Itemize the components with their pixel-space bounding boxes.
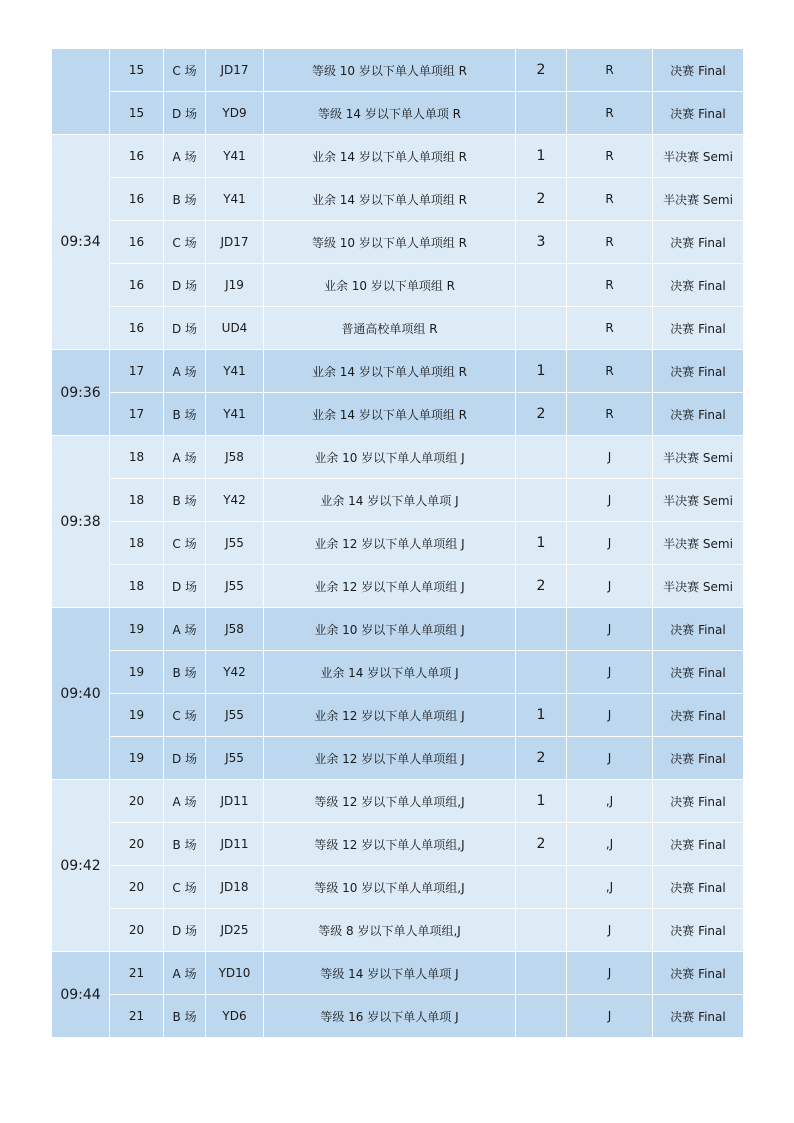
round-cell: 19: [110, 608, 164, 651]
event-name-cell: 业余 14 岁以下单人单项组 R: [264, 135, 516, 178]
time-slot-cell: 09:42: [52, 780, 110, 952]
dance-type-cell: ,J: [567, 780, 653, 823]
event-name-cell: 业余 14 岁以下单人单项组 R: [264, 178, 516, 221]
event-code-cell: Y42: [206, 479, 264, 522]
stage-cell: 半决赛 Semi: [653, 522, 744, 565]
stage-cell: 半决赛 Semi: [653, 436, 744, 479]
event-name-cell: 业余 14 岁以下单人单项 J: [264, 479, 516, 522]
event-name-cell: 业余 10 岁以下单人单项组 J: [264, 436, 516, 479]
heat-number-cell: 2: [516, 49, 567, 92]
heat-number-cell: [516, 866, 567, 909]
stage-cell: 半决赛 Semi: [653, 178, 744, 221]
event-name-cell: 业余 14 岁以下单人单项组 R: [264, 350, 516, 393]
round-cell: 20: [110, 866, 164, 909]
event-name-cell: 业余 12 岁以下单人单项组 J: [264, 565, 516, 608]
dance-type-cell: R: [567, 135, 653, 178]
round-cell: 18: [110, 522, 164, 565]
round-cell: 20: [110, 909, 164, 952]
time-slot-cell: 09:34: [52, 135, 110, 350]
stage-cell: 决赛 Final: [653, 608, 744, 651]
dance-type-cell: R: [567, 178, 653, 221]
court-cell: A 场: [164, 135, 206, 178]
stage-cell: 决赛 Final: [653, 264, 744, 307]
table-row: [52, 49, 744, 92]
heat-number-cell: 2: [516, 565, 567, 608]
stage-cell: 决赛 Final: [653, 737, 744, 780]
event-name-cell: 等级 12 岁以下单人单项组,J: [264, 780, 516, 823]
heat-number-cell: [516, 995, 567, 1038]
time-slot-cell: 09:44: [52, 952, 110, 1038]
stage-cell: 决赛 Final: [653, 909, 744, 952]
event-name-cell: 业余 14 岁以下单人单项 J: [264, 651, 516, 694]
event-name-cell: 业余 12 岁以下单人单项组 J: [264, 694, 516, 737]
table-row: [52, 92, 744, 135]
round-cell: 16: [110, 307, 164, 350]
court-cell: D 场: [164, 565, 206, 608]
dance-type-cell: J: [567, 909, 653, 952]
heat-number-cell: [516, 608, 567, 651]
dance-type-cell: ,J: [567, 823, 653, 866]
round-cell: 18: [110, 565, 164, 608]
event-name-cell: 等级 10 岁以下单人单项组 R: [264, 221, 516, 264]
event-name-cell: 业余 12 岁以下单人单项组 J: [264, 737, 516, 780]
dance-type-cell: J: [567, 608, 653, 651]
stage-cell: 决赛 Final: [653, 780, 744, 823]
table-row: [52, 565, 744, 608]
heat-number-cell: [516, 479, 567, 522]
court-cell: C 场: [164, 221, 206, 264]
court-cell: D 场: [164, 307, 206, 350]
event-name-cell: 普通高校单项组 R: [264, 307, 516, 350]
event-name-cell: 等级 8 岁以下单人单项组,J: [264, 909, 516, 952]
heat-number-cell: 2: [516, 823, 567, 866]
court-cell: D 场: [164, 737, 206, 780]
court-cell: B 场: [164, 393, 206, 436]
round-cell: 20: [110, 823, 164, 866]
time-slot-cell: 09:40: [52, 608, 110, 780]
heat-number-cell: [516, 909, 567, 952]
event-name-cell: 等级 10 岁以下单人单项组,J: [264, 866, 516, 909]
event-code-cell: J55: [206, 694, 264, 737]
heat-number-cell: [516, 264, 567, 307]
dance-type-cell: R: [567, 393, 653, 436]
table-row: [52, 694, 744, 737]
heat-number-cell: 2: [516, 178, 567, 221]
schedule-table: [51, 48, 744, 1038]
court-cell: C 场: [164, 694, 206, 737]
dance-type-cell: J: [567, 995, 653, 1038]
heat-number-cell: 2: [516, 737, 567, 780]
dance-type-cell: J: [567, 737, 653, 780]
table-row: [52, 737, 744, 780]
heat-number-cell: [516, 436, 567, 479]
event-code-cell: Y41: [206, 135, 264, 178]
court-cell: D 场: [164, 264, 206, 307]
stage-cell: 半决赛 Semi: [653, 135, 744, 178]
time-slot-cell: 09:38: [52, 436, 110, 608]
court-cell: A 场: [164, 350, 206, 393]
court-cell: A 场: [164, 780, 206, 823]
event-code-cell: J55: [206, 522, 264, 565]
court-cell: D 场: [164, 92, 206, 135]
dance-type-cell: J: [567, 565, 653, 608]
court-cell: A 场: [164, 608, 206, 651]
heat-number-cell: [516, 651, 567, 694]
dance-type-cell: J: [567, 694, 653, 737]
court-cell: C 场: [164, 49, 206, 92]
event-code-cell: YD6: [206, 995, 264, 1038]
stage-cell: 决赛 Final: [653, 221, 744, 264]
dance-type-cell: R: [567, 221, 653, 264]
schedule-body: [52, 49, 744, 1038]
table-row: [52, 264, 744, 307]
round-cell: 19: [110, 651, 164, 694]
heat-number-cell: 1: [516, 350, 567, 393]
event-code-cell: Y41: [206, 350, 264, 393]
dance-type-cell: J: [567, 651, 653, 694]
table-row: [52, 393, 744, 436]
round-cell: 21: [110, 995, 164, 1038]
round-cell: 18: [110, 436, 164, 479]
event-code-cell: JD17: [206, 221, 264, 264]
table-row: [52, 952, 744, 995]
event-code-cell: JD11: [206, 823, 264, 866]
table-row: [52, 823, 744, 866]
round-cell: 16: [110, 221, 164, 264]
round-cell: 19: [110, 694, 164, 737]
event-code-cell: J58: [206, 608, 264, 651]
table-row: [52, 651, 744, 694]
court-cell: B 场: [164, 995, 206, 1038]
event-code-cell: J19: [206, 264, 264, 307]
table-row: [52, 866, 744, 909]
dance-type-cell: R: [567, 264, 653, 307]
event-code-cell: UD4: [206, 307, 264, 350]
dance-type-cell: J: [567, 436, 653, 479]
stage-cell: 决赛 Final: [653, 49, 744, 92]
event-code-cell: JD25: [206, 909, 264, 952]
table-row: [52, 221, 744, 264]
event-code-cell: J58: [206, 436, 264, 479]
heat-number-cell: 1: [516, 694, 567, 737]
court-cell: C 场: [164, 522, 206, 565]
round-cell: 15: [110, 92, 164, 135]
stage-cell: 决赛 Final: [653, 995, 744, 1038]
event-name-cell: 等级 16 岁以下单人单项 J: [264, 995, 516, 1038]
time-slot-cell: [52, 49, 110, 135]
round-cell: 16: [110, 178, 164, 221]
court-cell: B 场: [164, 651, 206, 694]
court-cell: A 场: [164, 952, 206, 995]
event-code-cell: YD10: [206, 952, 264, 995]
court-cell: C 场: [164, 866, 206, 909]
event-name-cell: 等级 14 岁以下单人单项 R: [264, 92, 516, 135]
stage-cell: 决赛 Final: [653, 651, 744, 694]
event-code-cell: J55: [206, 737, 264, 780]
table-row: [52, 135, 744, 178]
event-name-cell: 业余 12 岁以下单人单项组 J: [264, 522, 516, 565]
stage-cell: 决赛 Final: [653, 92, 744, 135]
stage-cell: 决赛 Final: [653, 393, 744, 436]
court-cell: B 场: [164, 178, 206, 221]
round-cell: 21: [110, 952, 164, 995]
dance-type-cell: J: [567, 522, 653, 565]
stage-cell: 决赛 Final: [653, 350, 744, 393]
dance-type-cell: J: [567, 952, 653, 995]
stage-cell: 决赛 Final: [653, 694, 744, 737]
round-cell: 17: [110, 350, 164, 393]
dance-type-cell: R: [567, 350, 653, 393]
heat-number-cell: [516, 307, 567, 350]
event-code-cell: Y41: [206, 178, 264, 221]
dance-type-cell: R: [567, 49, 653, 92]
table-row: [52, 780, 744, 823]
table-row: [52, 307, 744, 350]
table-row: [52, 909, 744, 952]
table-row: [52, 178, 744, 221]
dance-type-cell: J: [567, 479, 653, 522]
table-row: [52, 608, 744, 651]
heat-number-cell: 3: [516, 221, 567, 264]
dance-type-cell: R: [567, 92, 653, 135]
heat-number-cell: 1: [516, 135, 567, 178]
table-row: [52, 522, 744, 565]
round-cell: 19: [110, 737, 164, 780]
court-cell: A 场: [164, 436, 206, 479]
heat-number-cell: 1: [516, 522, 567, 565]
heat-number-cell: 2: [516, 393, 567, 436]
table-row: [52, 436, 744, 479]
court-cell: B 场: [164, 823, 206, 866]
event-name-cell: 等级 10 岁以下单人单项组 R: [264, 49, 516, 92]
stage-cell: 决赛 Final: [653, 307, 744, 350]
heat-number-cell: [516, 952, 567, 995]
round-cell: 18: [110, 479, 164, 522]
stage-cell: 决赛 Final: [653, 866, 744, 909]
round-cell: 16: [110, 135, 164, 178]
stage-cell: 决赛 Final: [653, 952, 744, 995]
round-cell: 20: [110, 780, 164, 823]
court-cell: B 场: [164, 479, 206, 522]
heat-number-cell: 1: [516, 780, 567, 823]
event-name-cell: 等级 12 岁以下单人单项组,J: [264, 823, 516, 866]
dance-type-cell: R: [567, 307, 653, 350]
event-name-cell: 业余 10 岁以下单人单项组 J: [264, 608, 516, 651]
table-row: [52, 479, 744, 522]
stage-cell: 半决赛 Semi: [653, 565, 744, 608]
event-name-cell: 业余 14 岁以下单人单项组 R: [264, 393, 516, 436]
stage-cell: 决赛 Final: [653, 823, 744, 866]
round-cell: 15: [110, 49, 164, 92]
round-cell: 17: [110, 393, 164, 436]
stage-cell: 半决赛 Semi: [653, 479, 744, 522]
round-cell: 16: [110, 264, 164, 307]
event-code-cell: YD9: [206, 92, 264, 135]
event-code-cell: Y42: [206, 651, 264, 694]
event-code-cell: JD18: [206, 866, 264, 909]
event-code-cell: J55: [206, 565, 264, 608]
court-cell: D 场: [164, 909, 206, 952]
event-code-cell: Y41: [206, 393, 264, 436]
table-row: [52, 995, 744, 1038]
event-name-cell: 业余 10 岁以下单项组 R: [264, 264, 516, 307]
event-name-cell: 等级 14 岁以下单人单项 J: [264, 952, 516, 995]
table-row: [52, 350, 744, 393]
heat-number-cell: [516, 92, 567, 135]
dance-type-cell: ,J: [567, 866, 653, 909]
time-slot-cell: 09:36: [52, 350, 110, 436]
event-code-cell: JD17: [206, 49, 264, 92]
event-code-cell: JD11: [206, 780, 264, 823]
